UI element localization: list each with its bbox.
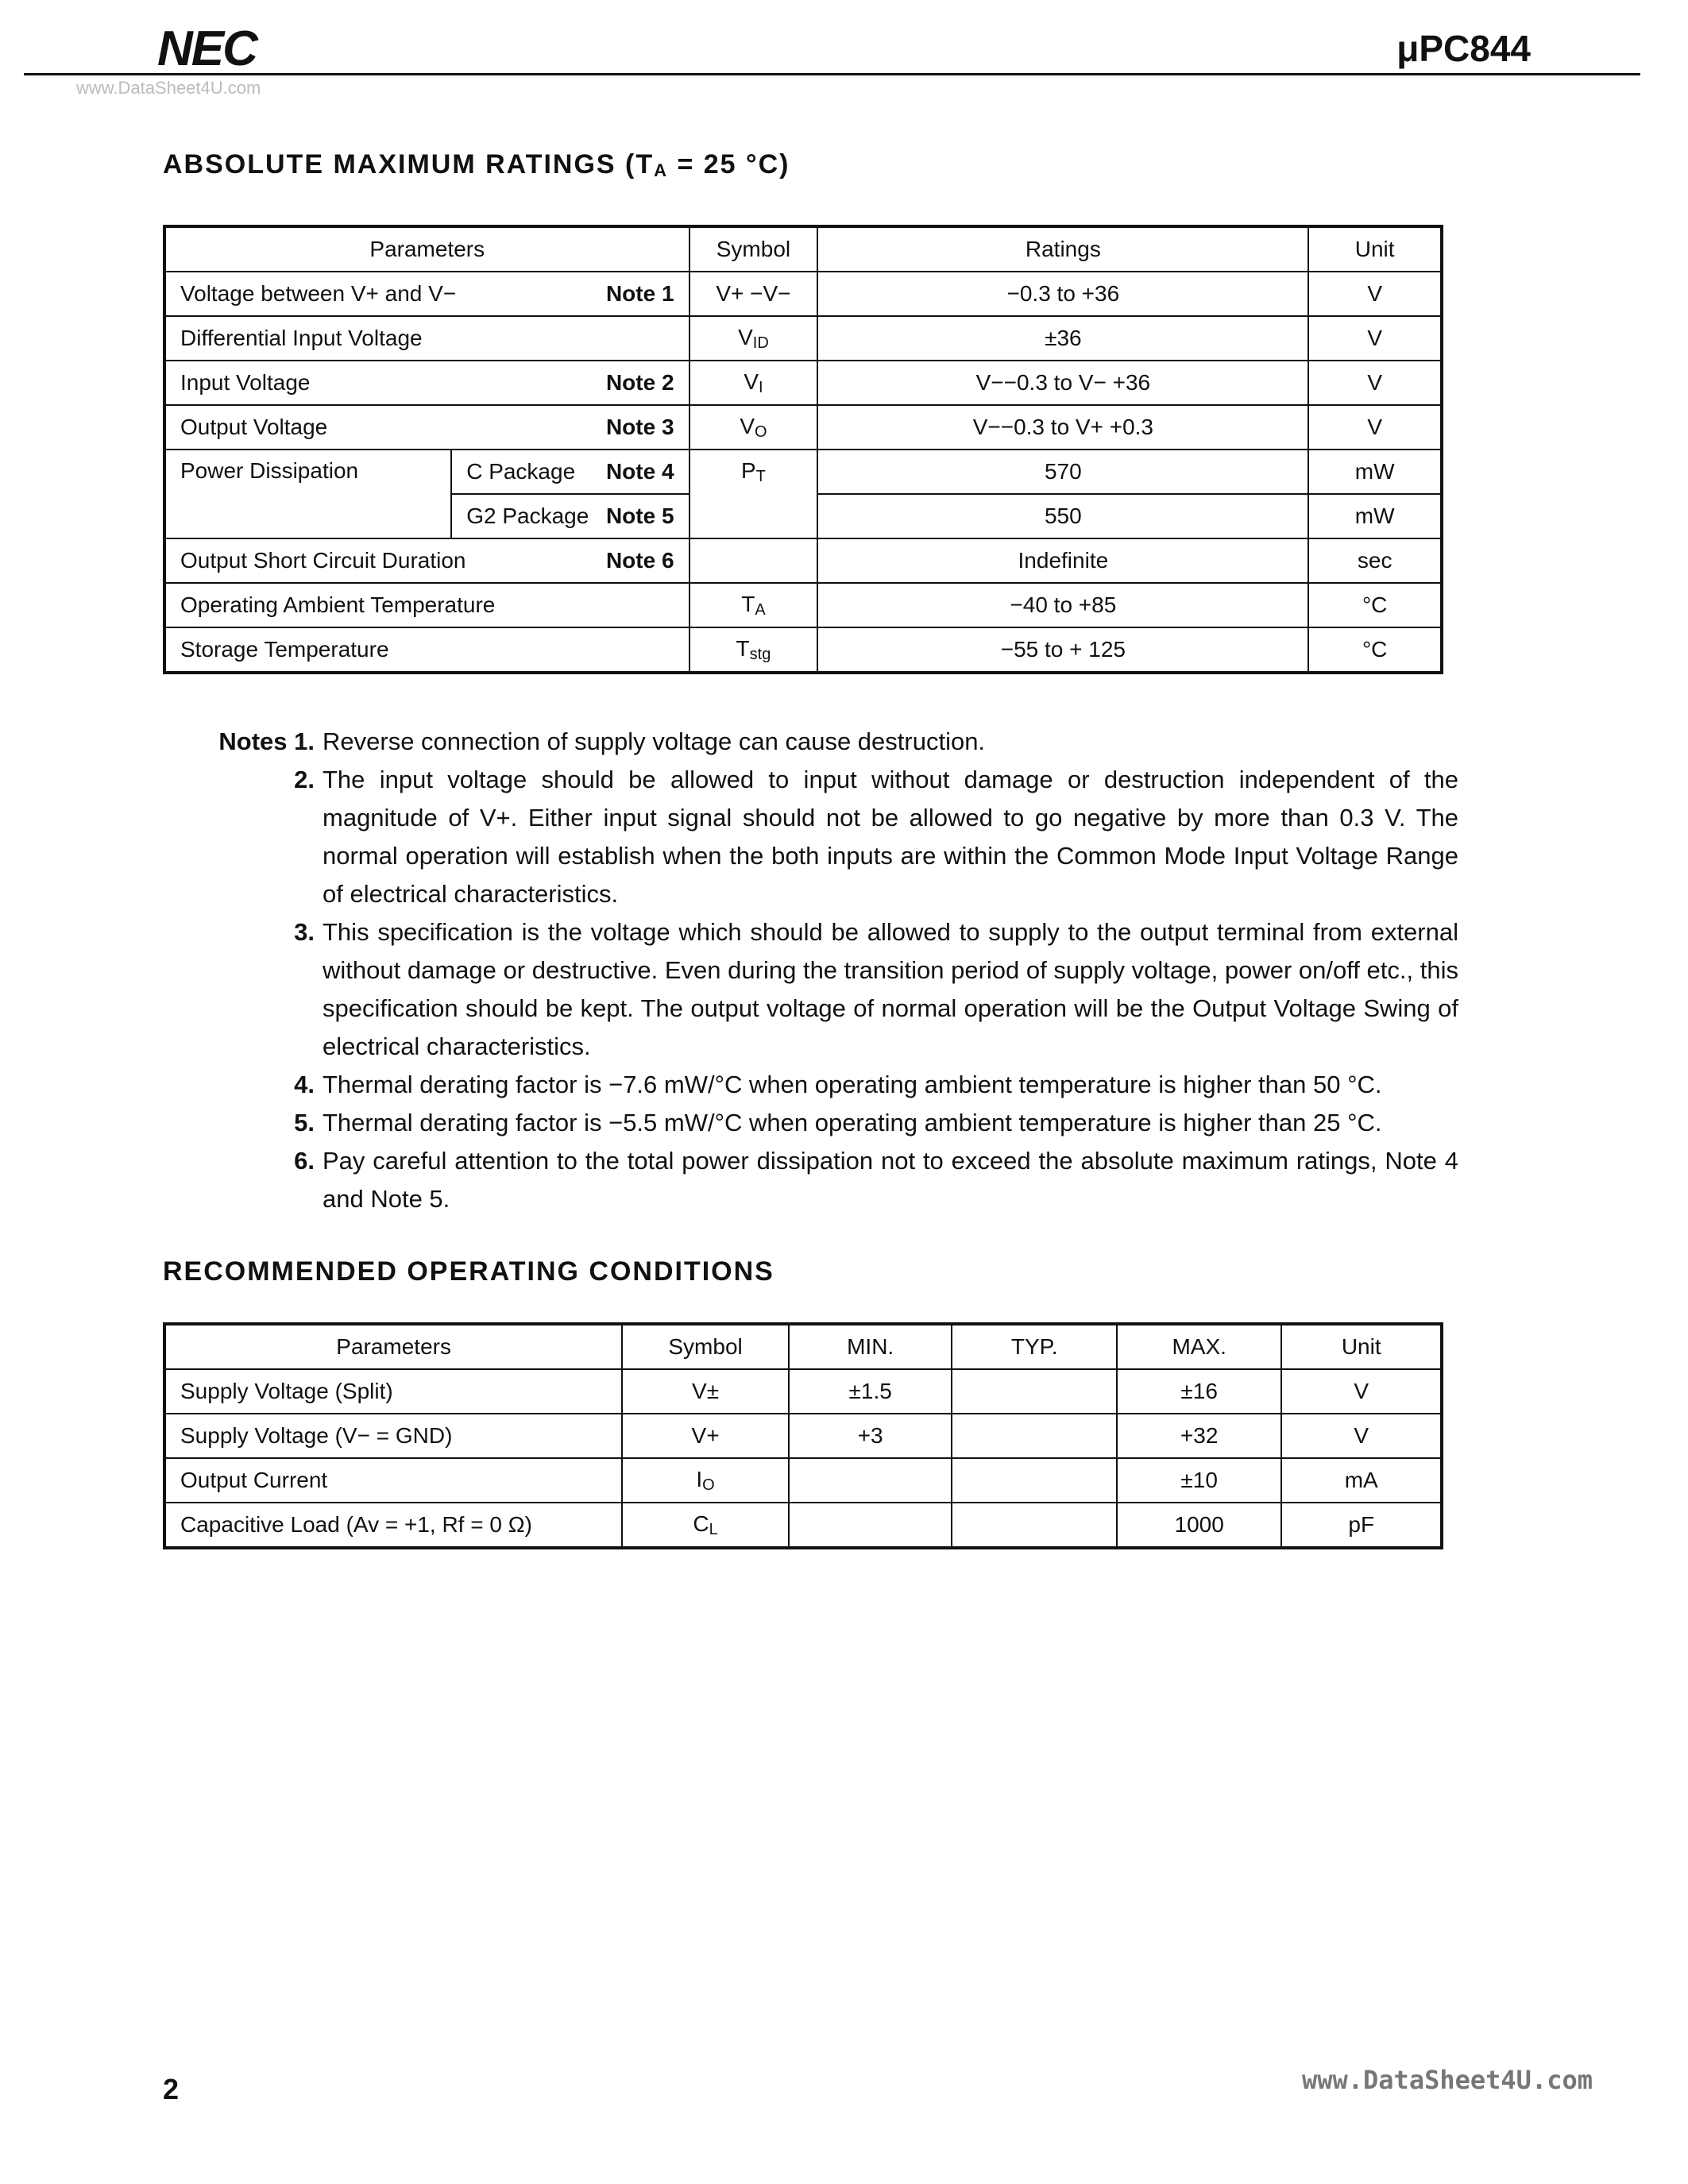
note-1: Notes 1. Reverse connection of supply voltage can cause destruction.: [218, 727, 986, 755]
table-row: Supply Voltage (Split) V± ±1.5 ±16 V: [164, 1369, 1442, 1414]
table-row: Input Voltage Note 2 $V_I$ V−−0.3 to V− +36 V: [164, 361, 1442, 405]
table-row: Supply Voltage (V− = GND) V+ +3 +32 V: [164, 1414, 1442, 1458]
table-row: Voltage between V+ and V− Note 1 V+ −V− −0.3 to +36 V: [164, 272, 1442, 316]
table-header-row: Parameters Symbol Ratings Unit: [164, 226, 1442, 272]
table-row: Output Current $I_O$ ±10 mA: [164, 1458, 1442, 1503]
table-row: G2 Package Note 5 550 mW: [164, 494, 1442, 538]
table-row: Output Voltage Note 3 $V_O$ V−−0.3 to V+ +0.3 V: [164, 405, 1442, 450]
watermark-top: www.DataSheet4U.com: [76, 78, 261, 98]
note-5: 5. Thermal derating factor is −5.5 mW/°C when operating ambient temperature is higher than 25 °C.: [294, 1109, 1382, 1136]
note-3: 3. This specification is the voltage which should be allowed to supply to the output terminal from external without damage or destructive. Even during the transition period of supply voltage, power on/off etc., this specification should be kept. The output voltage of normal operation will be the Output Voltage Swing of electrical characteristics.: [294, 918, 1458, 1060]
nec-logo: NEC: [157, 21, 257, 76]
page-number: 2: [163, 2073, 180, 2105]
notes-block: [195, 723, 1458, 1218]
abs-max-table: [163, 225, 1443, 674]
table-row: Output Short Circuit Duration Note 6 Indefinite sec: [164, 538, 1442, 583]
rec-op-table: [163, 1322, 1443, 1549]
note-2: 2. The input voltage should be allowed to input without damage or destruction independent of the magnitude of V+. Either input signal should not be allowed to go negative by more than 0.3 V. The normal operation will establish when the both inputs are within the Common Mode Input Voltage Range of electrical characteristics.: [294, 766, 1458, 908]
abs-max-title: ABSOLUTE MAXIMUM RATINGS (TA = 25 °C): [163, 149, 790, 180]
table-header-row: Parameters Symbol MIN. TYP. MAX. Unit: [164, 1324, 1442, 1369]
table-row: Differential Input Voltage $V_{ID}$ ±36 V: [164, 316, 1442, 361]
watermark-bottom: www.DataSheet4U.com: [1301, 2065, 1593, 2095]
note-6: 6. Pay careful attention to the total power dissipation not to exceed the absolute maximum ratings, Note 4 and Note 5.: [294, 1147, 1458, 1213]
note-4: 4. Thermal derating factor is −7.6 mW/°C when operating ambient temperature is higher than 50 °C.: [294, 1071, 1382, 1098]
header-rule: [24, 73, 1640, 75]
table-row: Operating Ambient Temperature $T_A$ −40 to +85 °C: [164, 583, 1442, 627]
table-row: Storage Temperature $T_{stg}$ −55 to + 125 °C: [164, 627, 1442, 673]
part-number: μPC844: [1396, 28, 1531, 69]
rec-op-title: RECOMMENDED OPERATING CONDITIONS: [163, 1256, 774, 1287]
table-row: Capacitive Load (Av = +1, Rf = 0 Ω) $C_L$ 1000 pF: [164, 1503, 1442, 1548]
table-row: Power Dissipation C Package Note 4 $P_T$ 570 mW: [164, 450, 1442, 494]
